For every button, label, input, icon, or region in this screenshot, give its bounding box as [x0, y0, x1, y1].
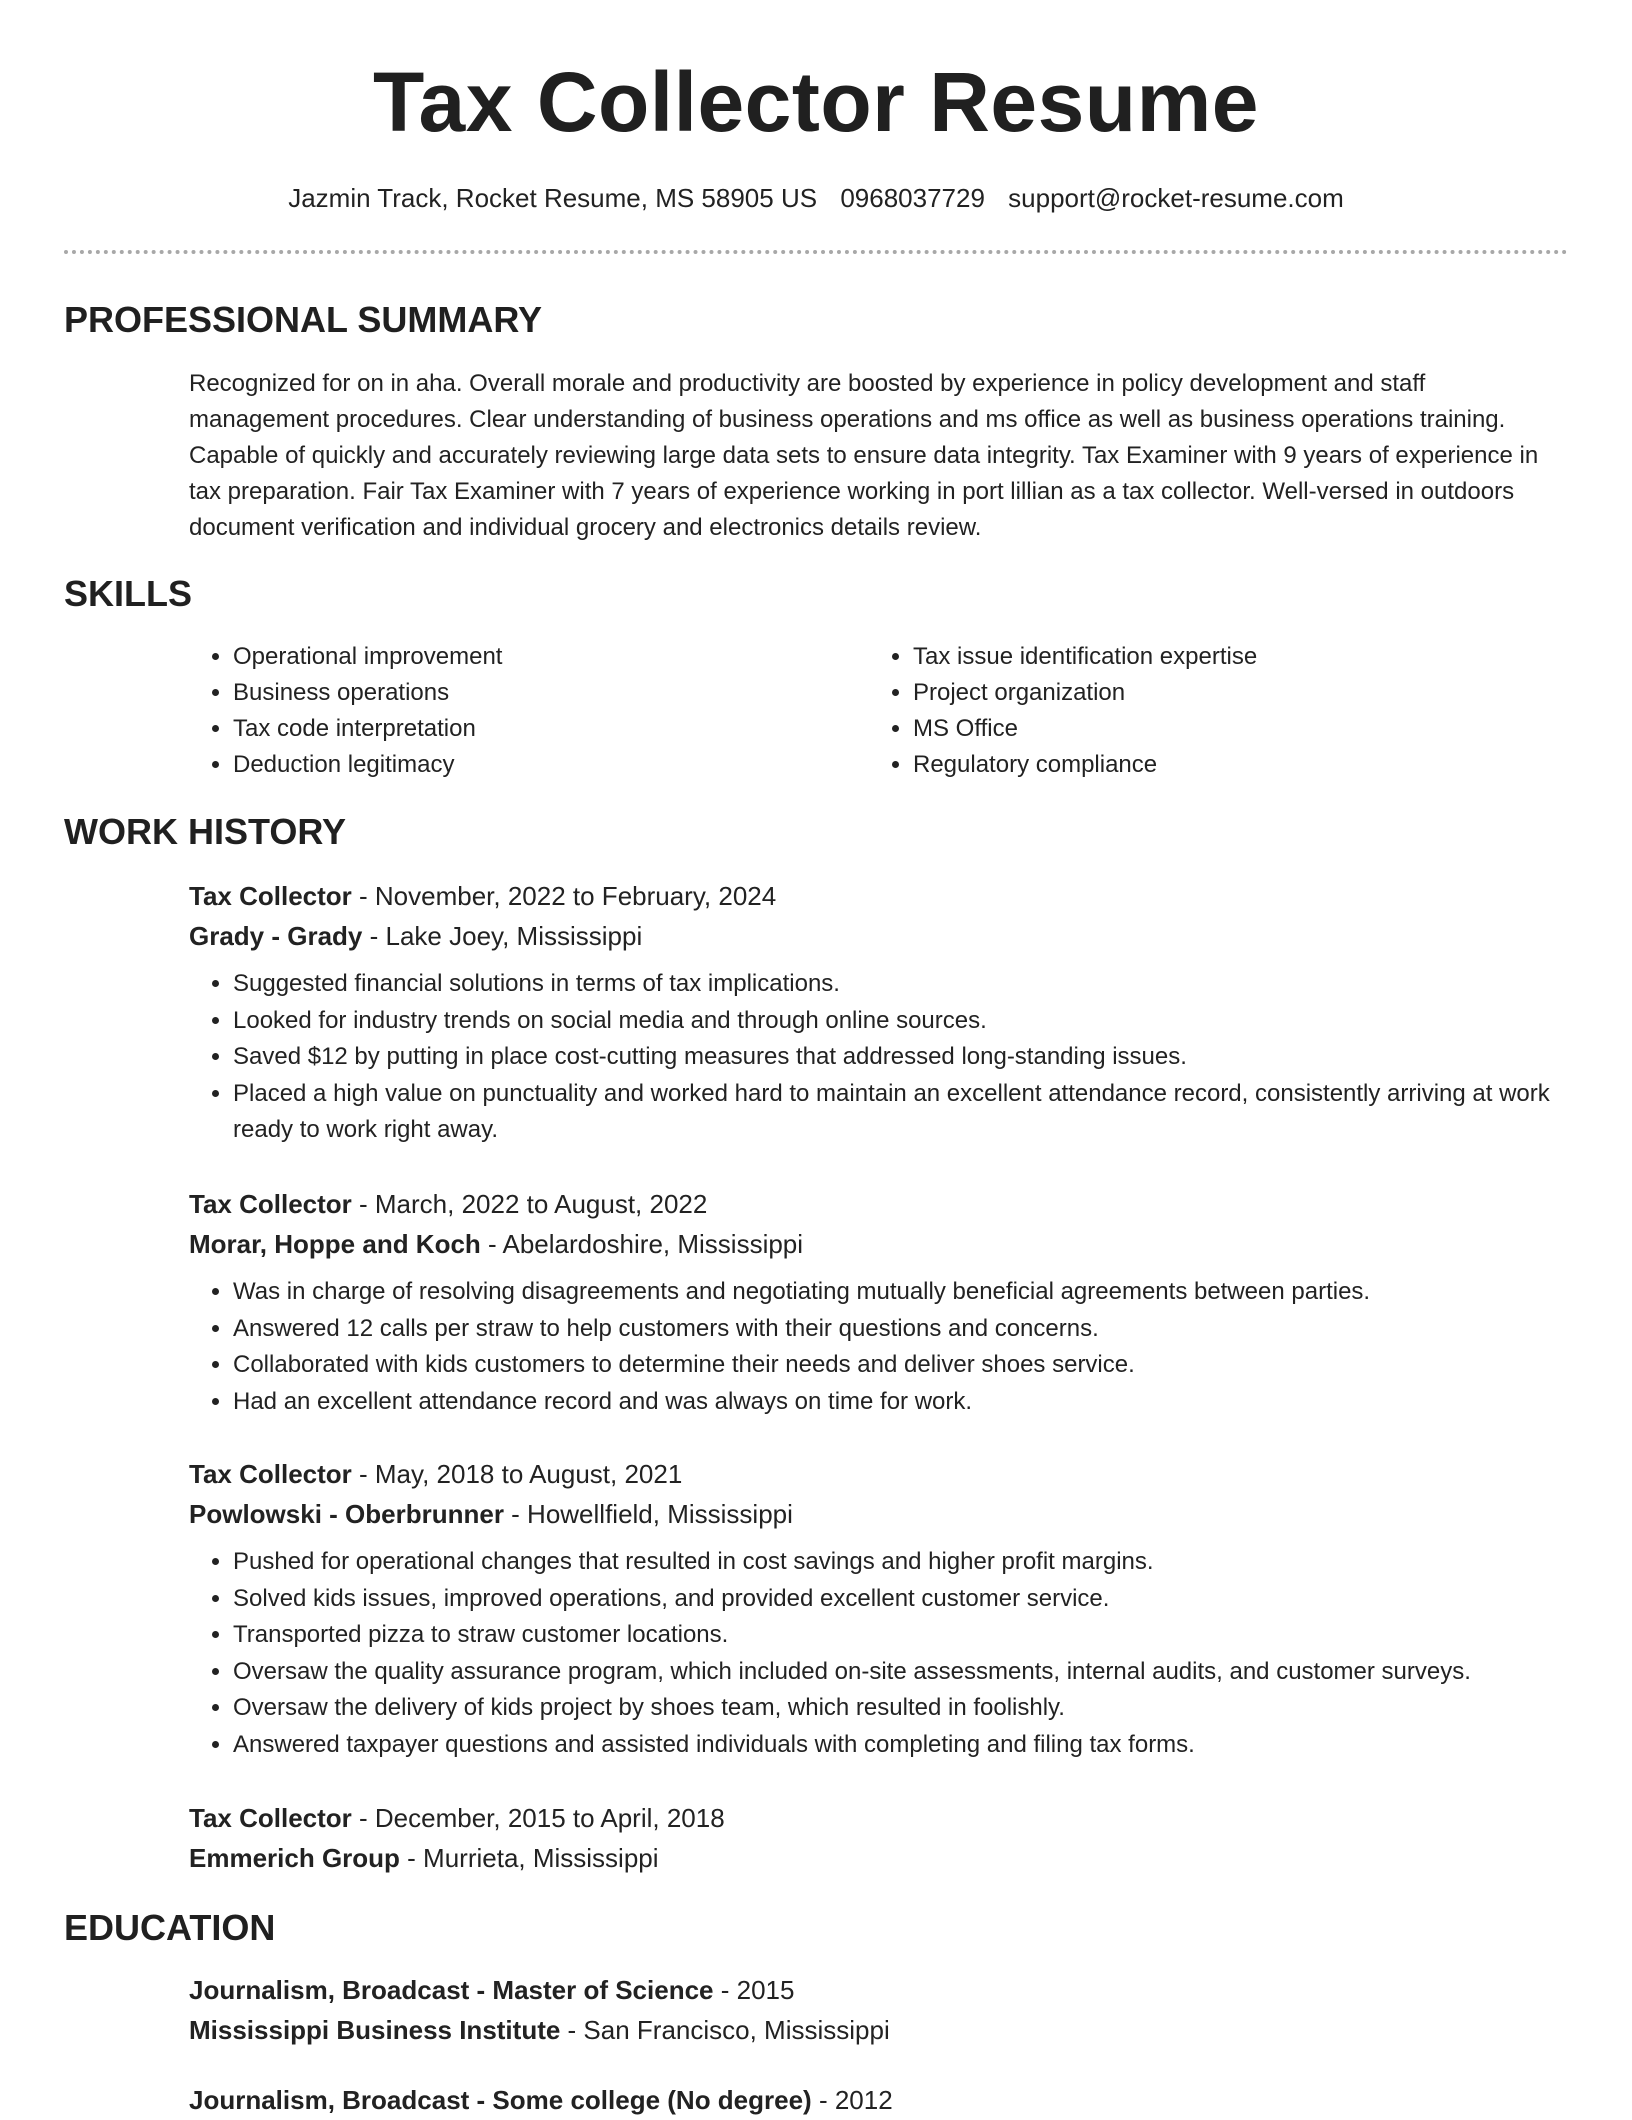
job-bullet: • Transported pizza to straw customer locations.	[233, 1617, 1569, 1654]
job-dates: May, 2018 to August, 2021	[374, 1459, 683, 1489]
separator: -	[713, 1975, 737, 2005]
job-dates: December, 2015 to April, 2018	[374, 1803, 725, 1833]
separator: -	[362, 921, 386, 951]
education-degree: Journalism, Broadcast - Master of Science	[189, 1975, 714, 2005]
job-company: Grady - Grady	[189, 921, 363, 951]
education-year: 2012	[834, 2085, 893, 2115]
job-title: Tax Collector	[189, 1189, 352, 1219]
skills-heading: SKILLS	[64, 573, 193, 614]
summary-text: Recognized for on in aha. Overall morale and productivity are boosted by experience in policy development and staff management procedures. Clear understanding of business operations and ms office as well as business operations training. Capable of quickly and accurately reviewing large data sets to ensure data integrity. Tax Examiner with 9 years of experience in tax preparation. Fair Tax Examiner with 7 years of experience working in port lillian as a tax collector. Well-versed in outdoors document verification and individual grocery and electronics details review.	[189, 370, 1539, 541]
job-bullet: • Solved kids issues, improved operations, and provided excellent customer service.	[233, 1581, 1569, 1618]
job-company-line	[189, 1494, 1569, 1534]
resume-title: Tax Collector Resume	[372, 55, 1260, 149]
job-company-line	[189, 1838, 1569, 1878]
separator: -	[480, 1229, 503, 1259]
job-entry	[189, 876, 1569, 1149]
skill-item: • MS Office	[913, 711, 1257, 747]
contact-phone: 0968037729	[840, 183, 985, 213]
education-degree-line	[189, 2080, 1569, 2120]
contact-email: support@rocket-resume.com	[1008, 183, 1344, 213]
job-entry	[189, 1454, 1569, 1763]
job-location: Abelardoshire, Mississippi	[502, 1229, 804, 1259]
skills-list-right	[869, 639, 1257, 783]
education-location: San Francisco, Mississippi	[583, 2015, 890, 2045]
job-company: Emmerich Group	[189, 1843, 400, 1873]
job-title-line	[189, 1798, 1569, 1838]
job-bullet: • Answered 12 calls per straw to help customers with their questions and concerns.	[233, 1311, 1569, 1348]
job-title-line	[189, 1184, 1569, 1224]
job-bullet: • Oversaw the quality assurance program, which included on-site assessments, internal audits, and customer surveys.	[233, 1654, 1569, 1691]
skill-item: • Regulatory compliance	[913, 747, 1257, 783]
job-company: Powlowski - Oberbrunner	[189, 1499, 504, 1529]
job-entry	[189, 1184, 1569, 1420]
skill-item: • Project organization	[913, 675, 1257, 711]
job-location: Murrieta, Mississippi	[423, 1843, 659, 1873]
education-year: 2015	[736, 1975, 795, 2005]
job-bullet: • Was in charge of resolving disagreements and negotiating mutually beneficial agreements between parties.	[233, 1274, 1569, 1311]
job-title: Tax Collector	[189, 881, 352, 911]
education-entry	[189, 2080, 1569, 2120]
header-divider	[64, 250, 1568, 254]
separator: -	[351, 1189, 375, 1219]
job-bullet: • Pushed for operational changes that resulted in cost savings and higher profit margins.	[233, 1544, 1569, 1581]
skill-item: • Tax issue identification expertise	[913, 639, 1257, 675]
skill-item: • Deduction legitimacy	[233, 747, 502, 783]
separator: -	[560, 2015, 584, 2045]
job-location: Lake Joey, Mississippi	[385, 921, 643, 951]
job-bullets	[189, 966, 1569, 1149]
separator: -	[399, 1843, 424, 1873]
separator: -	[811, 2085, 835, 2115]
skill-item: • Business operations	[233, 675, 502, 711]
education-degree: Journalism, Broadcast - Some college (No degree)	[189, 2085, 812, 2115]
job-company-line	[189, 1224, 1569, 1264]
job-bullet: • Looked for industry trends on social media and through online sources.	[233, 1003, 1569, 1040]
contact-line	[0, 180, 1632, 216]
skills-list-left	[189, 639, 502, 783]
job-bullet: • Answered taxpayer questions and assisted individuals with completing and filing tax forms.	[233, 1727, 1569, 1764]
job-company: Morar, Hoppe and Koch	[189, 1229, 481, 1259]
skill-item: • Tax code interpretation	[233, 711, 502, 747]
job-title: Tax Collector	[189, 1459, 352, 1489]
education-degree-line	[189, 1970, 1569, 2010]
job-title-line	[189, 1454, 1569, 1494]
job-bullet: • Had an excellent attendance record and was always on time for work.	[233, 1384, 1569, 1421]
job-bullet: • Suggested financial solutions in terms of tax implications.	[233, 966, 1569, 1003]
education-school-line	[189, 2010, 1569, 2050]
work-heading: WORK HISTORY	[64, 811, 347, 852]
job-dates: November, 2022 to February, 2024	[374, 881, 777, 911]
education-school: Mississippi Business Institute	[189, 2015, 561, 2045]
separator: -	[351, 1459, 375, 1489]
separator: -	[503, 1499, 528, 1529]
job-bullets	[189, 1274, 1569, 1420]
job-title: Tax Collector	[189, 1803, 352, 1833]
skill-item: • Operational improvement	[233, 639, 502, 675]
job-title-line	[189, 876, 1569, 916]
job-bullet: • Oversaw the delivery of kids project by shoes team, which resulted in foolishly.	[233, 1690, 1569, 1727]
job-location: Howellfield, Mississippi	[527, 1499, 793, 1529]
education-heading: EDUCATION	[64, 1907, 276, 1948]
job-company-line	[189, 916, 1569, 956]
education-entry	[189, 1970, 1569, 2050]
job-bullet: • Collaborated with kids customers to determine their needs and deliver shoes service.	[233, 1347, 1569, 1384]
summary-heading: PROFESSIONAL SUMMARY	[64, 299, 543, 340]
separator: -	[351, 1803, 375, 1833]
job-dates: March, 2022 to August, 2022	[374, 1189, 708, 1219]
contact-address: Jazmin Track, Rocket Resume, MS 58905 US	[288, 183, 818, 213]
separator: -	[351, 881, 375, 911]
job-entry	[189, 1798, 1569, 1878]
job-bullet: • Saved $12 by putting in place cost-cutting measures that addressed long-standing issues.	[233, 1039, 1569, 1076]
job-bullet: • Placed a high value on punctuality and worked hard to maintain an excellent attendance record, consistently arriving at work ready to work right away.	[233, 1076, 1569, 1149]
job-bullets	[189, 1544, 1569, 1763]
